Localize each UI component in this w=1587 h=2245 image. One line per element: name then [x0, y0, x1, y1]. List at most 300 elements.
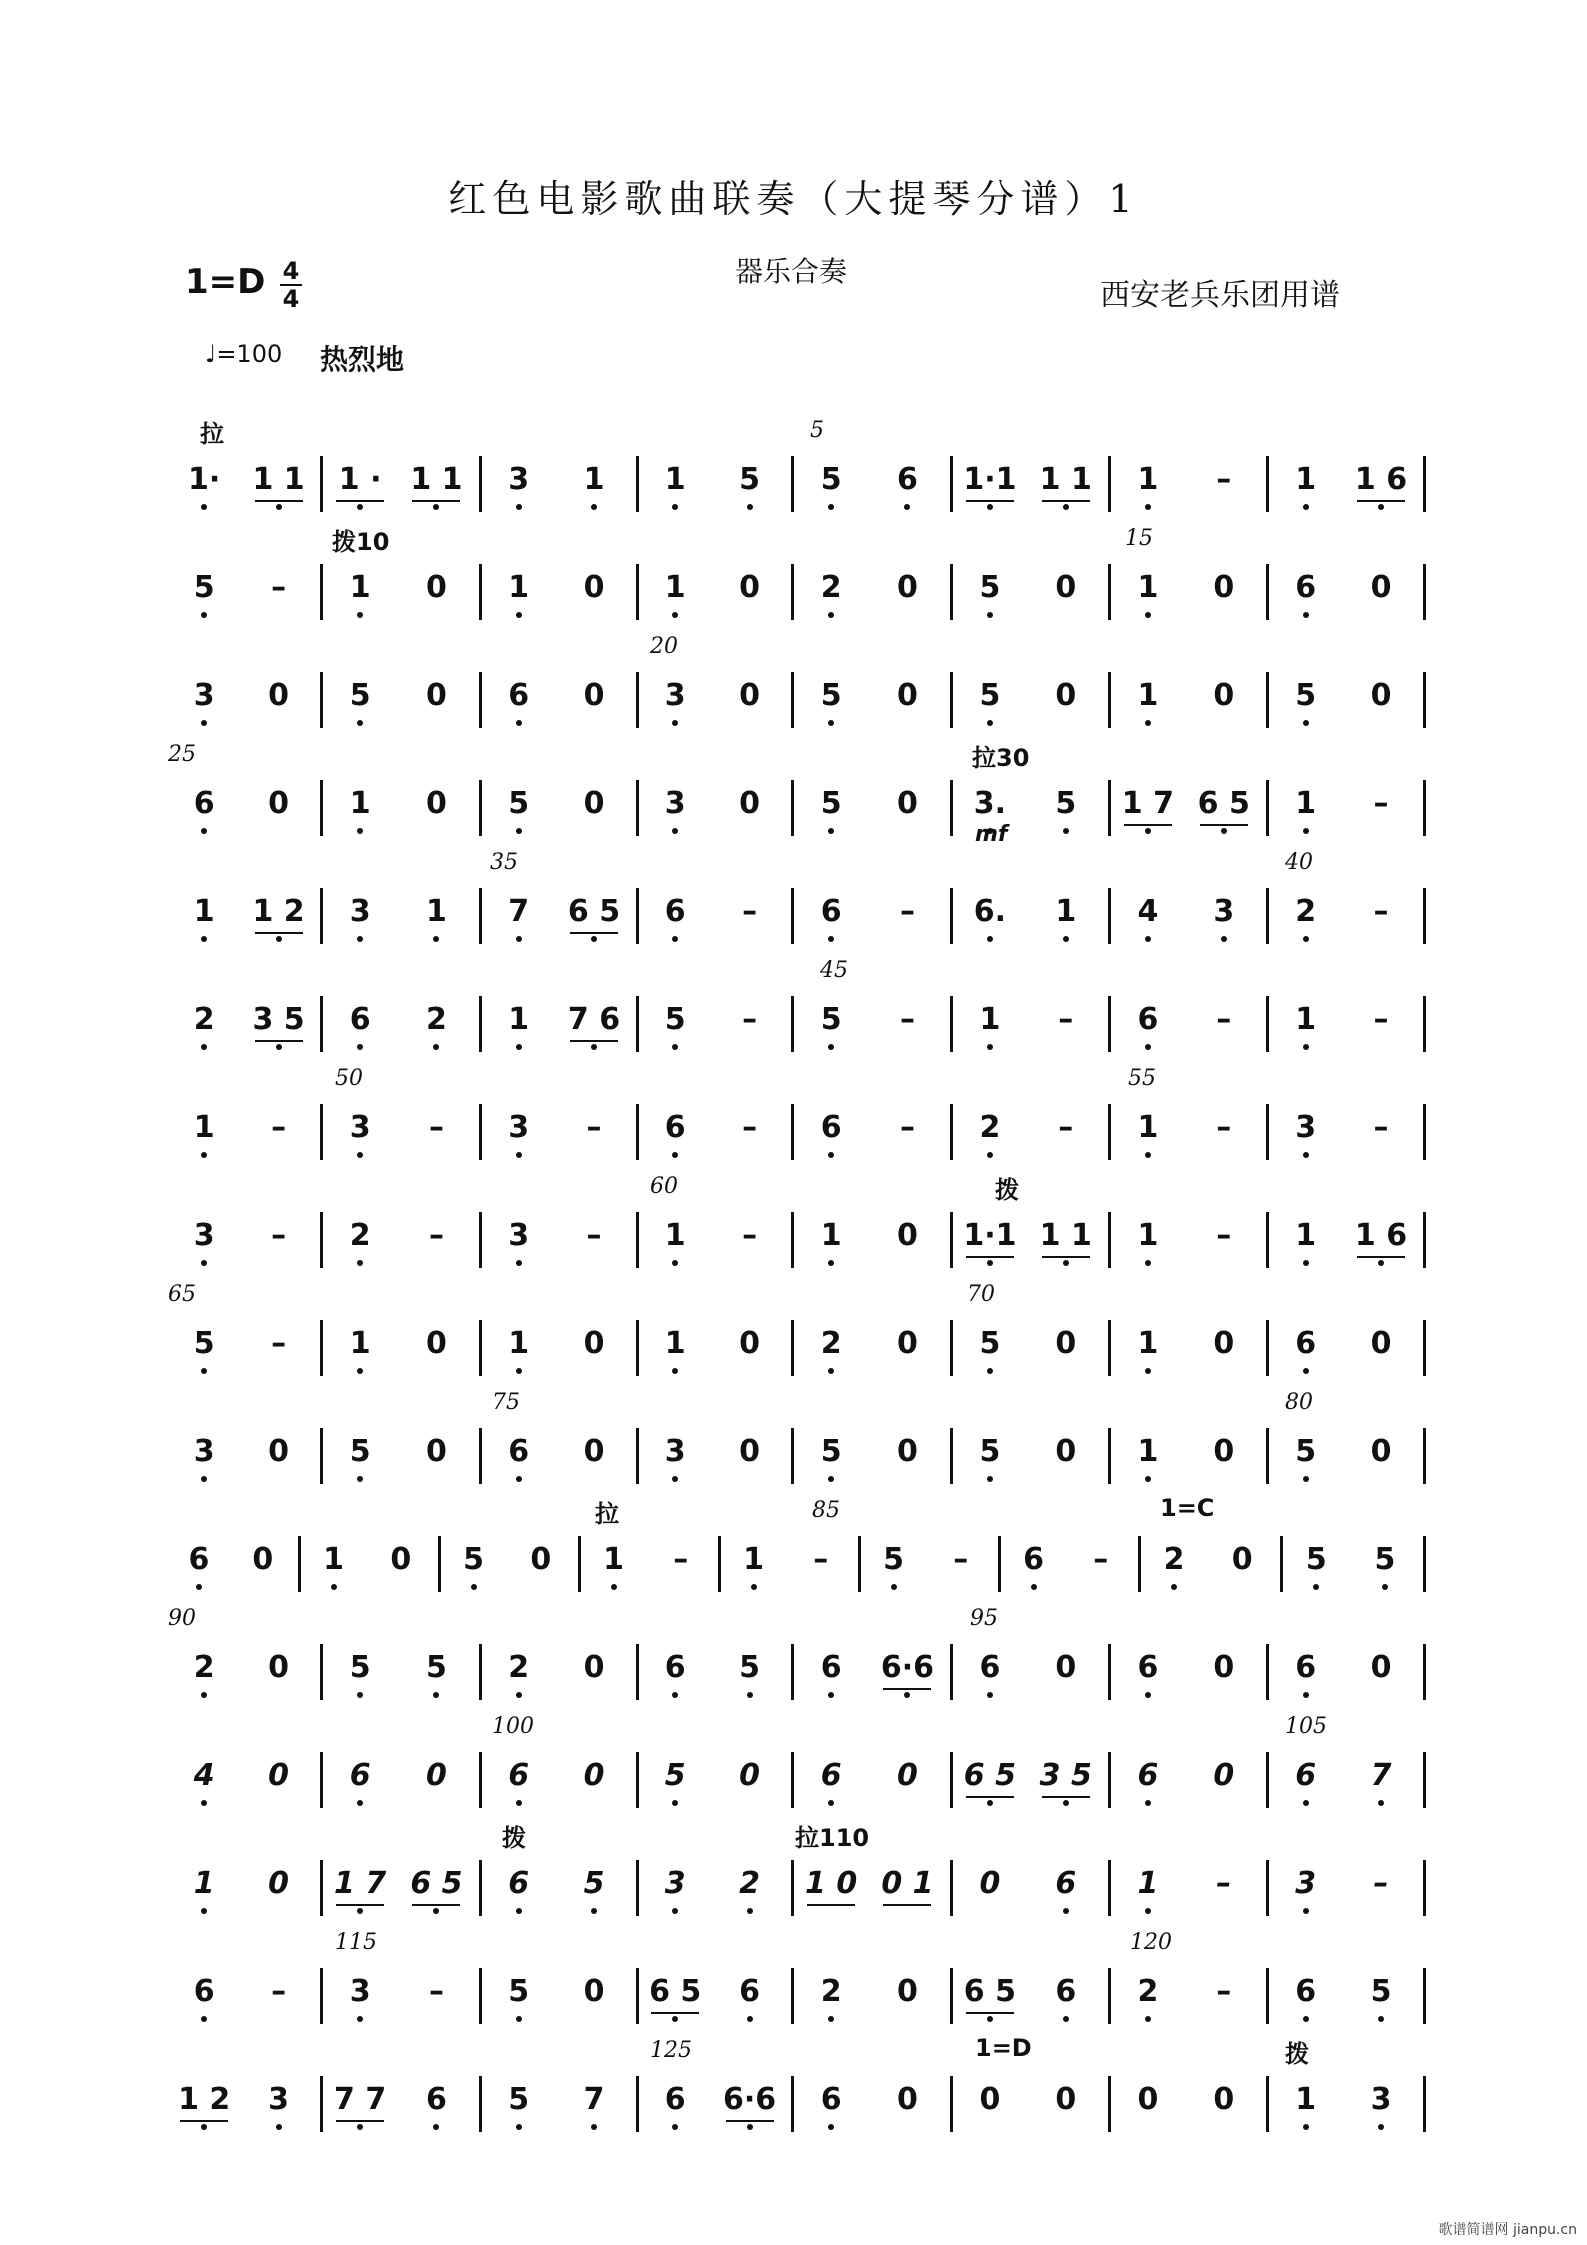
- time-signature: [280, 258, 302, 312]
- barline: [636, 1644, 639, 1700]
- score-note: 3: [193, 1218, 215, 1253]
- barline: [950, 1752, 953, 1808]
- octave-dot: [1303, 1152, 1309, 1158]
- key-signature: 1=D: [185, 262, 266, 302]
- score-note: –: [428, 1218, 444, 1253]
- barline: [1423, 996, 1426, 1052]
- score-note: 2: [426, 1002, 447, 1037]
- barline: [950, 1104, 953, 1160]
- barline: [1423, 1536, 1426, 1592]
- score-note: 1: [193, 894, 215, 929]
- octave-dot: [433, 1044, 439, 1050]
- barline: [438, 1536, 441, 1592]
- score-note: 0: [530, 1542, 552, 1577]
- score-note: 7: [1370, 1758, 1392, 1793]
- octave-dot: [201, 1152, 207, 1158]
- score-note: 5: [1370, 1974, 1392, 2009]
- score-note: –: [1216, 1218, 1232, 1253]
- score-note: 0: [268, 1434, 290, 1469]
- octave-dot: [672, 936, 678, 942]
- beam-line: [966, 1796, 1014, 1798]
- beam-line: [255, 500, 303, 502]
- barline: [791, 888, 794, 944]
- barline: [950, 564, 953, 620]
- score-note: 5: [979, 1326, 1001, 1361]
- score-note: 5: [883, 1542, 905, 1577]
- octave-dot: [357, 2124, 363, 2130]
- measure-number: 20: [650, 634, 678, 659]
- beam-line: [180, 2120, 228, 2122]
- score-note: 2: [820, 1326, 842, 1361]
- score-note: –: [742, 894, 758, 929]
- barline: [791, 1860, 794, 1916]
- octave-dot: [516, 936, 522, 942]
- octave-dot: [1063, 828, 1069, 834]
- octave-dot: [201, 1044, 207, 1050]
- score-note: 1 ·: [338, 462, 382, 497]
- score-note: –: [1373, 894, 1389, 929]
- octave-dot: [276, 1044, 282, 1050]
- octave-dot: [516, 720, 522, 726]
- octave-dot: [828, 1476, 834, 1482]
- barline: [950, 456, 953, 512]
- octave-dot: [433, 1692, 439, 1698]
- octave-dot: [1063, 2016, 1069, 2022]
- barline: [1108, 1428, 1111, 1484]
- barline: [1138, 1536, 1141, 1592]
- barline: [1266, 2076, 1269, 2132]
- barline: [1423, 1104, 1426, 1160]
- octave-dot: [357, 1692, 363, 1698]
- score-note: –: [899, 1110, 915, 1145]
- octave-dot: [828, 1152, 834, 1158]
- measure-number: 15: [1125, 526, 1153, 551]
- barline: [791, 1644, 794, 1700]
- score-note: 3: [193, 678, 215, 713]
- barline: [1266, 1752, 1269, 1808]
- score-note: 0: [979, 1866, 1001, 1901]
- octave-dot: [357, 612, 363, 618]
- score-note: 2: [739, 1866, 761, 1901]
- octave-dot: [828, 720, 834, 726]
- score-note: 0: [897, 1218, 918, 1253]
- score-row: [0, 1284, 1587, 1394]
- score-note: 0: [739, 570, 761, 605]
- score-note: 1 2: [252, 894, 305, 929]
- barline: [950, 1860, 953, 1916]
- score-note: 6 5: [649, 1974, 702, 2009]
- score-note: –: [1373, 1110, 1389, 1145]
- barline: [1108, 1104, 1111, 1160]
- score-note: 6: [508, 1434, 530, 1469]
- score-note: 6: [508, 1866, 530, 1901]
- score-note: 0: [1370, 678, 1392, 713]
- barline: [1108, 456, 1111, 512]
- score-note: 5: [463, 1542, 485, 1577]
- barline: [1108, 996, 1111, 1052]
- octave-dot: [1303, 1800, 1309, 1806]
- score-note: 5: [1295, 678, 1317, 713]
- score-row: [0, 2034, 1587, 2150]
- barline: [1266, 780, 1269, 836]
- octave-dot: [1063, 504, 1069, 510]
- score-note: 1: [193, 1110, 215, 1145]
- score-note: 1: [508, 570, 530, 605]
- score-note: 0: [1213, 2082, 1235, 2117]
- octave-dot: [201, 1800, 207, 1806]
- score-note: –: [1093, 1542, 1109, 1577]
- score-note: –: [271, 1218, 287, 1253]
- score-row: [0, 1392, 1587, 1502]
- barline: [636, 1320, 639, 1376]
- barline: [950, 1644, 953, 1700]
- barline: [298, 1536, 301, 1592]
- score-note: 6: [979, 1650, 1001, 1685]
- octave-dot: [1063, 936, 1069, 942]
- score-note: 6: [349, 1758, 371, 1793]
- score-note: 0: [583, 678, 605, 713]
- score-note: 5: [664, 1002, 686, 1037]
- octave-dot: [1378, 1800, 1384, 1806]
- score-note: 1: [1295, 786, 1317, 821]
- octave-dot: [516, 1908, 522, 1914]
- barline: [791, 2076, 794, 2132]
- octave-dot: [1145, 1692, 1151, 1698]
- score-note: –: [271, 1326, 287, 1361]
- score-note: 5: [193, 570, 215, 605]
- octave-dot: [1303, 936, 1309, 942]
- score-note: 5: [820, 678, 842, 713]
- barline: [1280, 1536, 1283, 1592]
- octave-dot: [357, 504, 363, 510]
- barline: [791, 1752, 794, 1808]
- barline: [320, 456, 323, 512]
- octave-dot: [747, 2016, 753, 2022]
- beam-line: [966, 1256, 1014, 1258]
- barline: [479, 1644, 482, 1700]
- barline: [950, 780, 953, 836]
- score-note: 1: [979, 1002, 1001, 1037]
- beam-line: [1357, 500, 1405, 502]
- beam-line: [412, 500, 460, 502]
- score-note: 0: [1213, 1758, 1235, 1793]
- octave-dot: [201, 828, 207, 834]
- performance-direction: 拨: [1285, 2040, 1309, 2068]
- score-note: 1: [323, 1542, 345, 1577]
- score-note: 6 5: [963, 1974, 1017, 2009]
- genre-label: 器乐合奏: [735, 255, 848, 288]
- score-note: 5: [1374, 1542, 1396, 1577]
- barline: [320, 672, 323, 728]
- score-note: –: [742, 1110, 758, 1145]
- score-note: 6: [820, 1650, 842, 1685]
- score-note: 1: [664, 570, 686, 605]
- octave-dot: [201, 612, 207, 618]
- score-note: 1·: [188, 462, 221, 497]
- octave-dot: [747, 2124, 753, 2130]
- score-note: 1: [820, 1218, 842, 1253]
- beam-line: [336, 1904, 384, 1906]
- octave-dot: [1145, 720, 1151, 726]
- score-row: [0, 1824, 1587, 1934]
- performance-direction: 拨10: [332, 528, 390, 556]
- barline: [320, 1752, 323, 1808]
- beam-line: [966, 500, 1014, 502]
- score-note: 0: [897, 1758, 918, 1793]
- measure-number: 5: [810, 418, 824, 443]
- octave-dot: [672, 1152, 678, 1158]
- score-note: 2: [193, 1002, 215, 1037]
- barline: [320, 564, 323, 620]
- beam-line: [255, 932, 303, 934]
- score-note: 2: [820, 570, 842, 605]
- octave-dot: [1303, 1368, 1309, 1374]
- beam-line: [1042, 1256, 1090, 1258]
- octave-dot: [516, 1044, 522, 1050]
- score-note: 5: [979, 570, 1001, 605]
- score-note: –: [1373, 1002, 1389, 1037]
- barline: [1108, 1320, 1111, 1376]
- score-note: 0: [583, 1974, 605, 2009]
- score-note: 6: [1295, 1758, 1317, 1793]
- score-note: 0: [1213, 570, 1235, 605]
- measure-number: 65: [168, 1282, 196, 1307]
- octave-dot: [471, 1584, 477, 1590]
- measure-number: 55: [1128, 1066, 1156, 1091]
- score-note: 2: [820, 1974, 842, 2009]
- score-note: 0: [897, 1326, 918, 1361]
- measure-number: 35: [490, 850, 518, 875]
- octave-dot: [1145, 612, 1151, 618]
- octave-dot: [591, 936, 597, 942]
- beam-line: [570, 932, 618, 934]
- octave-dot: [1378, 1260, 1384, 1266]
- octave-dot: [357, 1800, 363, 1806]
- barline: [320, 1644, 323, 1700]
- score-note: –: [1373, 1866, 1389, 1901]
- octave-dot: [672, 612, 678, 618]
- score-row: [0, 1068, 1587, 1178]
- score-note: 3: [1295, 1866, 1317, 1901]
- score-note: –: [813, 1542, 829, 1577]
- beam-line: [1124, 824, 1172, 826]
- barline: [1266, 1428, 1269, 1484]
- octave-dot: [747, 504, 753, 510]
- measure-number: 115: [335, 1930, 377, 1955]
- score-note: 6: [1137, 1650, 1159, 1685]
- octave-dot: [516, 1692, 522, 1698]
- barline: [636, 564, 639, 620]
- barline: [479, 1968, 482, 2024]
- score-note: 1: [1137, 678, 1159, 713]
- octave-dot: [672, 1800, 678, 1806]
- score-note: 6: [1295, 1650, 1317, 1685]
- barline: [1108, 1752, 1111, 1808]
- score-note: 0: [426, 1758, 447, 1793]
- octave-dot: [672, 1368, 678, 1374]
- octave-dot: [1221, 828, 1227, 834]
- score-note: 6: [820, 1758, 842, 1793]
- octave-dot: [357, 1476, 363, 1482]
- octave-dot: [516, 1152, 522, 1158]
- score-note: 0: [583, 786, 605, 821]
- score-note: 0: [1213, 1650, 1235, 1685]
- barline: [636, 996, 639, 1052]
- octave-dot: [672, 2016, 678, 2022]
- octave-dot: [201, 2124, 207, 2130]
- score-note: 0: [1213, 1434, 1235, 1469]
- score-note: –: [271, 570, 287, 605]
- score-note: 6: [820, 894, 842, 929]
- score-note: 6: [1137, 1758, 1159, 1793]
- octave-dot: [433, 2124, 439, 2130]
- score-note: 0: [426, 1326, 447, 1361]
- beam-line: [1200, 824, 1248, 826]
- octave-dot: [672, 1692, 678, 1698]
- score-note: 0: [1055, 1434, 1077, 1469]
- score-note: 0: [1055, 678, 1077, 713]
- score-note: –: [586, 1218, 602, 1253]
- score-note: 0: [252, 1542, 274, 1577]
- score-note: –: [953, 1542, 969, 1577]
- octave-dot: [904, 1692, 910, 1698]
- octave-dot: [1221, 936, 1227, 942]
- octave-dot: [357, 1368, 363, 1374]
- score-note: 6: [508, 678, 530, 713]
- barline: [320, 1320, 323, 1376]
- octave-dot: [1063, 1908, 1069, 1914]
- octave-dot: [196, 1584, 202, 1590]
- score-note: 1 7: [334, 1866, 387, 1901]
- score-note: 6.: [973, 894, 1007, 929]
- octave-dot: [516, 2124, 522, 2130]
- octave-dot: [1063, 1260, 1069, 1266]
- octave-dot: [828, 2124, 834, 2130]
- score-note: 0: [583, 1758, 605, 1793]
- score-note: 1: [1295, 1218, 1317, 1253]
- barline: [718, 1536, 721, 1592]
- score-note: 4: [193, 1758, 215, 1793]
- score-note: 5: [508, 1974, 530, 2009]
- octave-dot: [1313, 1584, 1319, 1590]
- score-note: –: [1058, 1110, 1074, 1145]
- barline: [1423, 780, 1426, 836]
- score-note: 1·1: [963, 1218, 1017, 1253]
- score-note: 0: [426, 786, 447, 821]
- score-row: [0, 1716, 1587, 1826]
- octave-dot: [672, 720, 678, 726]
- octave-dot: [828, 2016, 834, 2022]
- score-note: 3: [349, 1110, 371, 1145]
- page-title: 红色电影歌曲联奏（大提琴分谱）1: [448, 177, 1139, 221]
- barline: [950, 888, 953, 944]
- score-note: 1: [1295, 2082, 1317, 2117]
- performance-direction: 拨: [502, 1824, 526, 1852]
- score-note: 0: [583, 1326, 605, 1361]
- octave-dot: [828, 1260, 834, 1266]
- barline: [320, 1968, 323, 2024]
- barline: [1108, 780, 1111, 836]
- score-note: 6 5: [1197, 786, 1250, 821]
- octave-dot: [987, 2016, 993, 2022]
- score-note: 0: [426, 1434, 447, 1469]
- barline: [950, 672, 953, 728]
- score-note: 1: [664, 1326, 686, 1361]
- barline: [950, 1212, 953, 1268]
- score-note: –: [1216, 1974, 1232, 2009]
- score-note: 5: [820, 786, 842, 821]
- time-signature-bottom: 4: [282, 285, 300, 313]
- score-note: 0: [739, 1434, 761, 1469]
- measure-number: 75: [492, 1390, 520, 1415]
- octave-dot: [1145, 1476, 1151, 1482]
- score-note: 1 0: [805, 1866, 858, 1901]
- score-note: 0: [1055, 1650, 1077, 1685]
- barline: [479, 1320, 482, 1376]
- octave-dot: [828, 1368, 834, 1374]
- score-note: 3: [664, 1434, 686, 1469]
- score-note: 2: [1163, 1542, 1185, 1577]
- score-note: –: [1373, 786, 1389, 821]
- score-note: 3: [508, 462, 530, 497]
- barline: [479, 888, 482, 944]
- score-note: 0: [583, 570, 605, 605]
- score-note: 7 7: [334, 2082, 387, 2117]
- score-note: 6: [664, 1650, 686, 1685]
- score-note: 0: [268, 678, 290, 713]
- barline: [320, 888, 323, 944]
- score-note: –: [899, 894, 915, 929]
- barline: [950, 1428, 953, 1484]
- score-note: 6: [897, 462, 918, 497]
- octave-dot: [672, 1908, 678, 1914]
- octave-dot: [1378, 2016, 1384, 2022]
- barline: [479, 1752, 482, 1808]
- barline: [1108, 1644, 1111, 1700]
- barline: [1108, 1212, 1111, 1268]
- score-note: 6: [1295, 570, 1317, 605]
- score-note: 0: [1370, 570, 1392, 605]
- score-note: 1: [193, 1866, 215, 1901]
- barline: [791, 1968, 794, 2024]
- octave-dot: [1063, 1800, 1069, 1806]
- score-note: 1: [743, 1542, 765, 1577]
- score-note: 0: [897, 1434, 918, 1469]
- score-note: 6·6: [880, 1650, 935, 1685]
- barline: [1108, 672, 1111, 728]
- barline: [1423, 1968, 1426, 2024]
- octave-dot: [1303, 1476, 1309, 1482]
- octave-dot: [987, 720, 993, 726]
- score-note: 0: [739, 1758, 761, 1793]
- score-note: 0: [583, 1650, 605, 1685]
- barline: [320, 1860, 323, 1916]
- beam-line: [570, 1040, 618, 1042]
- octave-dot: [516, 1476, 522, 1482]
- octave-dot: [672, 2124, 678, 2130]
- octave-dot: [357, 936, 363, 942]
- measure-number: 125: [650, 2038, 692, 2063]
- score-note: 1: [664, 462, 686, 497]
- octave-dot: [433, 1908, 439, 1914]
- barline: [1266, 888, 1269, 944]
- octave-dot: [201, 1260, 207, 1266]
- score-note: 5: [820, 1434, 842, 1469]
- barline: [636, 1860, 639, 1916]
- score-note: 5: [739, 1650, 761, 1685]
- beam-line: [807, 1904, 855, 1906]
- barline: [578, 1536, 581, 1592]
